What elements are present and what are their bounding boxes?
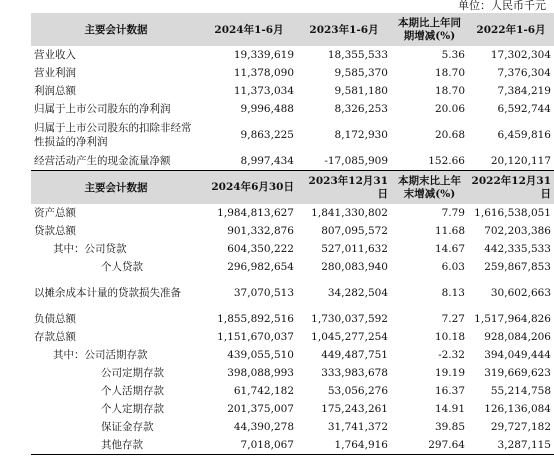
row-value-prior: 333,983,678 (321, 367, 388, 379)
table-row (31, 82, 554, 100)
table2-header-change: 本期末比上年末增减(%) (391, 171, 468, 205)
row-value-change: 10.18 (434, 331, 465, 343)
row-value-current: 8,997,434 (240, 155, 294, 167)
table-row (31, 436, 554, 455)
row-label: 经营活动产生的现金流量净额 (34, 155, 171, 167)
table-row (31, 364, 554, 382)
row-value-2022: 20,120,117 (490, 155, 551, 167)
row-value-current: 439,055,510 (227, 349, 294, 361)
row-value-prior: 53,056,276 (327, 385, 388, 397)
row-label: 存款总额 (34, 331, 76, 343)
row-label: 公司定期存款 (101, 367, 164, 379)
row-value-prior: 280,083,940 (321, 261, 388, 273)
row-label: 个人定期存款 (101, 403, 164, 415)
row-value-2022: 394,049,444 (484, 349, 551, 361)
row-value-change: 18.70 (434, 67, 465, 79)
row-value-change: 20.06 (434, 103, 465, 115)
row-value-change: 7.27 (441, 313, 465, 325)
row-value-prior: 807,095,572 (321, 225, 388, 237)
row-value-prior: 8,172,930 (334, 129, 388, 141)
table-row (31, 100, 554, 118)
row-value-prior: 1,841,330,802 (311, 207, 388, 219)
table-row (31, 310, 554, 328)
row-value-prior: 527,011,632 (321, 243, 388, 255)
row-value-change: 16.37 (434, 385, 465, 397)
table1-header-current: 2024年1-6月 (201, 13, 297, 46)
row-value-change: 5.36 (441, 49, 465, 61)
row-value-2022: 6,459,816 (497, 129, 551, 141)
row-value-prior: 9,581,180 (334, 85, 388, 97)
row-value-change: 152.66 (428, 155, 465, 167)
row-value-current: 9,863,225 (240, 129, 294, 141)
row-label: 负债总额 (34, 313, 76, 325)
row-value-current: 201,375,007 (227, 403, 294, 415)
row-value-current: 1,855,892,516 (217, 313, 294, 325)
row-value-current: 296,982,654 (227, 261, 294, 273)
row-label: 归属于上市公司股东的扣除非经常性损益的净利润 (34, 122, 192, 148)
row-label: 其中：公司贷款 (53, 243, 127, 255)
row-value-prior: -17,085,909 (324, 155, 388, 167)
row-value-change: 7.79 (441, 207, 465, 219)
row-value-change: 8.13 (441, 287, 465, 299)
table-row (31, 418, 554, 436)
row-label: 归属于上市公司股东的净利润 (34, 103, 171, 115)
row-value-2022: 259,867,853 (484, 261, 551, 273)
row-label: 资产总额 (34, 207, 76, 219)
row-value-prior: 449,487,751 (321, 349, 388, 361)
row-value-2022: 7,384,219 (497, 85, 551, 97)
unit-label: 单位：人民币千元 (458, 0, 546, 12)
row-value-current: 19,339,619 (233, 49, 294, 61)
row-value-change: 39.85 (434, 421, 465, 433)
table2-header-prior: 2023年12月31日 (297, 171, 391, 205)
row-value-change: 14.91 (434, 403, 465, 415)
row-value-current: 398,088,993 (227, 367, 294, 379)
row-value-prior: 34,282,504 (327, 287, 388, 299)
row-label: 其他存款 (31, 436, 201, 455)
row-label: 个人贷款 (101, 261, 143, 273)
table-row (31, 240, 554, 258)
row-value-2022: 928,084,206 (484, 331, 551, 343)
row-value-change: 297.64 (391, 436, 468, 455)
table2-header-item: 主要会计数据 (31, 171, 201, 205)
row-value-prior: 8,326,253 (334, 103, 388, 115)
table2-header-2022: 2022年12月31日 (468, 171, 554, 205)
table-row (31, 382, 554, 400)
row-value-2022: 6,592,744 (497, 103, 551, 115)
row-value-change: 19.19 (434, 367, 465, 379)
row-value-current: 7,018,067 (201, 436, 297, 455)
table1-header-row (31, 13, 554, 46)
row-value-prior: 18,355,533 (327, 49, 388, 61)
row-value-2022: 1,616,538,051 (474, 207, 551, 219)
row-label: 保证金存款 (101, 421, 154, 433)
row-label: 贷款总额 (34, 225, 76, 237)
row-value-current: 37,070,513 (233, 287, 294, 299)
row-value-2022: 55,214,758 (490, 385, 551, 397)
table2-header-row (31, 171, 554, 205)
row-label: 利润总额 (34, 85, 76, 97)
row-value-current: 9,996,488 (240, 103, 294, 115)
financial-data-table (31, 13, 554, 455)
row-value-2022: 30,602,663 (490, 287, 551, 299)
row-value-2022: 126,136,084 (484, 403, 551, 415)
row-value-2022: 7,376,304 (497, 67, 551, 79)
row-value-prior: 31,741,372 (327, 421, 388, 433)
table1-header-item: 主要会计数据 (31, 13, 201, 46)
row-value-change: 11.68 (434, 225, 465, 237)
table-row (31, 346, 554, 364)
row-label: 营业利润 (34, 67, 76, 79)
table-row (31, 46, 554, 64)
row-value-2022: 29,727,182 (490, 421, 551, 433)
table-row (31, 328, 554, 346)
row-value-current: 1,984,813,627 (217, 207, 294, 219)
row-value-current: 901,332,876 (227, 225, 294, 237)
row-value-current: 1,151,670,037 (217, 331, 294, 343)
row-value-2022: 1,517,964,826 (474, 313, 551, 325)
row-value-change: 18.70 (434, 85, 465, 97)
row-value-prior: 1,045,277,254 (311, 331, 388, 343)
table-row (31, 204, 554, 222)
table-row (31, 222, 554, 240)
table-row (31, 400, 554, 418)
row-value-2022: 442,335,533 (484, 243, 551, 255)
row-value-prior: 175,243,261 (321, 403, 388, 415)
row-value-prior: 9,585,370 (334, 67, 388, 79)
row-value-change: -2.32 (438, 349, 465, 361)
row-value-current: 61,742,182 (233, 385, 294, 397)
row-label: 以摊余成本计量的贷款损失准备 (34, 287, 181, 299)
table2-header-current: 2024年6月30日 (201, 171, 297, 205)
row-value-change: 6.03 (441, 261, 465, 273)
row-value-change: 14.67 (434, 243, 465, 255)
row-value-current: 11,378,090 (233, 67, 294, 79)
row-value-2022: 17,302,304 (490, 49, 551, 61)
row-value-current: 604,350,222 (227, 243, 294, 255)
table-row (31, 276, 554, 310)
row-value-2022: 702,203,386 (484, 225, 551, 237)
table1-header-prior: 2023年1-6月 (297, 13, 391, 46)
table-row (31, 152, 554, 171)
row-value-2022: 319,669,623 (484, 367, 551, 379)
row-label: 营业收入 (34, 49, 76, 61)
table-row (31, 118, 554, 152)
row-label: 个人活期存款 (101, 385, 164, 397)
row-value-current: 11,373,034 (233, 85, 294, 97)
row-value-change: 20.68 (434, 129, 465, 141)
row-value-prior: 1,764,916 (297, 436, 391, 455)
row-value-prior: 1,730,037,592 (311, 313, 388, 325)
row-label: 其中：公司活期存款 (53, 349, 148, 361)
table1-header-2022: 2022年1-6月 (468, 13, 554, 46)
table-row (31, 258, 554, 276)
row-value-2022: 3,287,115 (468, 436, 554, 455)
table1-header-change: 本期比上年同期增减(%) (391, 13, 468, 46)
row-value-current: 44,390,278 (233, 421, 294, 433)
table-row (31, 64, 554, 82)
